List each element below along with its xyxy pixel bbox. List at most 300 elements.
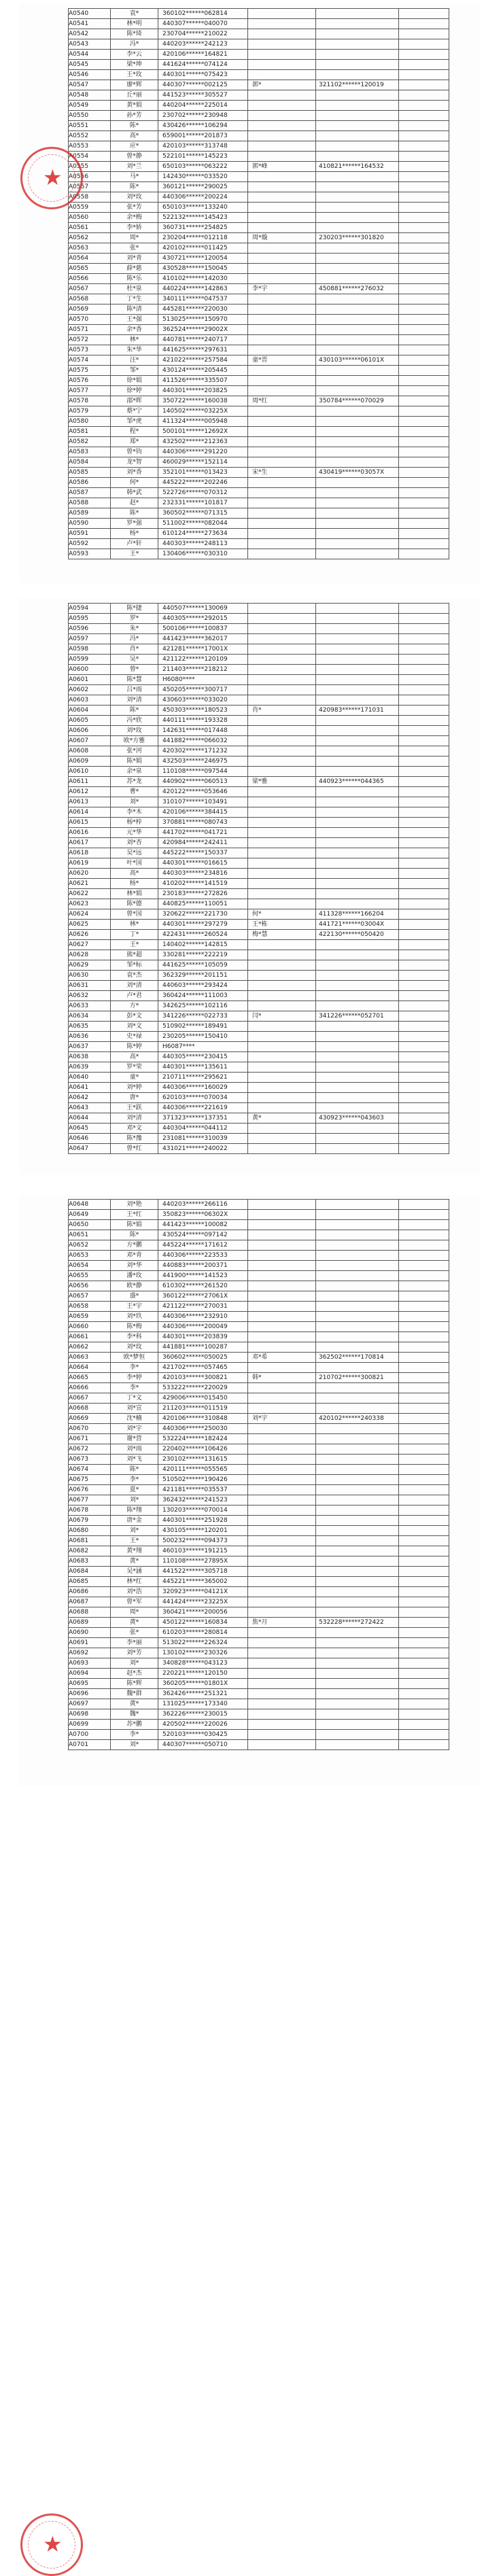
applicant-id-cell: 110108******27895X (158, 1556, 248, 1566)
record-code-cell: A0548 (69, 90, 111, 100)
blank-cell (399, 899, 449, 909)
applicant-id-cell: 352101******013423 (158, 468, 248, 477)
table-row (69, 1210, 449, 1220)
co-applicant-id-cell (316, 644, 399, 654)
co-applicant-id-cell (316, 879, 399, 888)
applicant-id-cell: 220402******106426 (158, 1444, 248, 1454)
blank-cell (399, 706, 449, 715)
applicant-name-cell: 刘*香 (111, 468, 158, 477)
co-applicant-name-cell (248, 1526, 316, 1535)
applicant-name-cell: 曾*钧 (111, 447, 158, 457)
record-code-cell: A0554 (69, 152, 111, 161)
blank-cell (399, 498, 449, 508)
record-code-cell: A0670 (69, 1424, 111, 1433)
blank-cell (399, 981, 449, 990)
co-applicant-name-cell (248, 899, 316, 909)
co-applicant-name-cell (248, 447, 316, 457)
table-row (69, 1404, 449, 1414)
co-applicant-id-cell (316, 1103, 399, 1113)
document-sheet-1 (19, 4, 480, 583)
record-code-cell: A0667 (69, 1393, 111, 1403)
applicant-name-cell: 袁* (111, 9, 158, 18)
co-applicant-id-cell (316, 437, 399, 447)
applicant-id-cell: 421022******257584 (158, 355, 248, 365)
co-applicant-name-cell (248, 427, 316, 436)
applicant-id-cell: 445221******365002 (158, 1577, 248, 1586)
table-row (69, 756, 449, 767)
co-applicant-id-cell (316, 29, 399, 39)
co-applicant-id-cell (316, 1291, 399, 1301)
record-code-cell: A0587 (69, 488, 111, 498)
applicant-id-cell: 440507******130069 (158, 604, 248, 613)
table-row (69, 549, 449, 559)
table-row (69, 284, 449, 294)
table-row (69, 1424, 449, 1434)
record-code-cell: A0657 (69, 1291, 111, 1301)
table-row (69, 1103, 449, 1113)
table-row (69, 498, 449, 508)
applicant-name-cell: 刘* (111, 1740, 158, 1750)
blank-cell (399, 488, 449, 498)
co-applicant-id-cell (316, 457, 399, 467)
record-code-cell: A0573 (69, 345, 111, 355)
co-applicant-name-cell: 肖* (248, 706, 316, 715)
table-row (69, 848, 449, 858)
co-applicant-name-cell (248, 1302, 316, 1311)
record-code-cell: A0633 (69, 1001, 111, 1011)
blank-cell (399, 1113, 449, 1123)
blank-cell (399, 304, 449, 314)
table-row (69, 1291, 449, 1302)
blank-cell (399, 1465, 449, 1474)
blank-cell (399, 366, 449, 375)
co-applicant-name-cell (248, 695, 316, 705)
blank-cell (399, 406, 449, 416)
record-code-cell: A0671 (69, 1434, 111, 1444)
applicant-name-cell: 陈* (111, 1230, 158, 1240)
co-applicant-name-cell (248, 756, 316, 766)
table-row (69, 1648, 449, 1658)
applicant-name-cell: 苏*龙 (111, 777, 158, 786)
record-code-cell: A0611 (69, 777, 111, 786)
record-code-cell: A0686 (69, 1587, 111, 1597)
applicant-id-cell: 610203******280814 (158, 1628, 248, 1637)
table-row (69, 960, 449, 971)
co-applicant-name-cell (248, 70, 316, 80)
applicant-id-cell: 441881******100287 (158, 1342, 248, 1352)
applicant-id-cell: 230183******272826 (158, 889, 248, 899)
applicant-id-cell: 140502******03225X (158, 406, 248, 416)
co-applicant-name-cell (248, 1271, 316, 1281)
blank-cell (399, 1281, 449, 1291)
record-code-cell: A0701 (69, 1740, 111, 1750)
co-applicant-id-cell (316, 1073, 399, 1082)
blank-cell (399, 1240, 449, 1250)
blank-cell (399, 1607, 449, 1617)
record-code-cell: A0662 (69, 1342, 111, 1352)
record-code-cell: A0562 (69, 233, 111, 243)
record-code-cell: A0628 (69, 950, 111, 960)
record-code-cell: A0552 (69, 131, 111, 141)
co-applicant-name-cell (248, 1332, 316, 1342)
record-code-cell: A0556 (69, 172, 111, 181)
table-row (69, 1455, 449, 1465)
co-applicant-id-cell (316, 1567, 399, 1576)
co-applicant-name-cell (248, 1032, 316, 1041)
co-applicant-name-cell (248, 818, 316, 827)
co-applicant-id-cell (316, 1144, 399, 1153)
applicant-name-cell: 陈* (111, 508, 158, 518)
co-applicant-name-cell (248, 1022, 316, 1031)
co-applicant-name-cell (248, 1455, 316, 1464)
record-code-cell: A0698 (69, 1709, 111, 1719)
co-applicant-id-cell (316, 386, 399, 396)
co-applicant-name-cell (248, 950, 316, 960)
table-row (69, 685, 449, 695)
co-applicant-id-cell (316, 70, 399, 80)
co-applicant-id-cell (316, 685, 399, 695)
blank-cell (399, 355, 449, 365)
applicant-id-cell: 441522******305718 (158, 1567, 248, 1576)
applicant-id-cell: 131025******173340 (158, 1699, 248, 1709)
applicant-id-cell: 360102******062814 (158, 9, 248, 18)
applicant-name-cell: 刘* (111, 1495, 158, 1505)
blank-cell (399, 991, 449, 1000)
blank-cell (399, 417, 449, 426)
blank-cell (399, 519, 449, 528)
blank-cell (399, 539, 449, 549)
co-applicant-id-cell (316, 1032, 399, 1041)
applicant-name-cell: 刘*文 (111, 1022, 158, 1031)
table-row (69, 192, 449, 203)
co-applicant-id-cell (316, 1444, 399, 1454)
co-applicant-name-cell (248, 1083, 316, 1092)
co-applicant-id-cell (316, 1516, 399, 1525)
applicant-id-cell: 440825******110051 (158, 899, 248, 909)
record-code-cell: A0635 (69, 1022, 111, 1031)
co-applicant-id-cell (316, 1210, 399, 1219)
table-row (69, 706, 449, 716)
applicant-name-cell: 陈*翔 (111, 1505, 158, 1515)
blank-cell (399, 1353, 449, 1362)
blank-cell (399, 1475, 449, 1484)
applicant-name-cell: 陈*辉 (111, 1679, 158, 1688)
co-applicant-id-cell (316, 991, 399, 1000)
co-applicant-id-cell (316, 858, 399, 868)
applicant-id-cell: 510902******189491 (158, 1022, 248, 1031)
co-applicant-id-cell (316, 1607, 399, 1617)
blank-cell (399, 50, 449, 59)
record-code-cell: A0569 (69, 304, 111, 314)
co-applicant-name-cell (248, 141, 316, 151)
applicant-id-cell: 500101******12692X (158, 427, 248, 436)
co-applicant-id-cell (316, 756, 399, 766)
applicant-id-cell: 441625******297631 (158, 345, 248, 355)
applicant-name-cell: 应* (111, 141, 158, 151)
record-code-cell: A0564 (69, 254, 111, 263)
record-code-cell: A0566 (69, 274, 111, 283)
blank-cell (399, 162, 449, 171)
applicant-id-cell: 410202******141519 (158, 879, 248, 888)
applicant-name-cell: 李*丽 (111, 1638, 158, 1648)
blank-cell (399, 274, 449, 283)
applicant-id-cell: H6087**** (158, 1042, 248, 1051)
record-code-cell: A0626 (69, 930, 111, 939)
record-code-cell: A0645 (69, 1124, 111, 1133)
record-code-cell: A0590 (69, 519, 111, 528)
table-row (69, 818, 449, 828)
table-row (69, 70, 449, 80)
co-applicant-id-cell (316, 1383, 399, 1393)
record-table-2 (68, 603, 449, 1154)
applicant-name-cell: 罗*荣 (111, 1062, 158, 1072)
table-row (69, 1052, 449, 1062)
co-applicant-id-cell (316, 940, 399, 950)
applicant-name-cell: 邓*文 (111, 1124, 158, 1133)
applicant-id-cell: 340828******043123 (158, 1658, 248, 1668)
applicant-name-cell: 高* (111, 131, 158, 141)
co-applicant-id-cell (316, 1638, 399, 1648)
record-code-cell: A0692 (69, 1648, 111, 1658)
table-row (69, 1414, 449, 1424)
applicant-name-cell: 魏* (111, 1709, 158, 1719)
table-row (69, 614, 449, 624)
applicant-name-cell: 李*木 (111, 807, 158, 817)
table-row (69, 624, 449, 634)
applicant-id-cell: 370881******080743 (158, 818, 248, 827)
blank-cell (399, 1546, 449, 1556)
co-applicant-name-cell (248, 1699, 316, 1709)
applicant-id-cell: 420103******300821 (158, 1373, 248, 1382)
blank-cell (399, 131, 449, 141)
blank-cell (399, 1393, 449, 1403)
co-applicant-name-cell (248, 1434, 316, 1444)
applicant-name-cell: 李* (111, 1475, 158, 1484)
applicant-id-cell: 362426******251321 (158, 1689, 248, 1699)
table-row (69, 777, 449, 787)
applicant-id-cell: 342625******102116 (158, 1001, 248, 1011)
co-applicant-id-cell (316, 787, 399, 797)
table-row (69, 1679, 449, 1689)
table-row (69, 19, 449, 29)
record-code-cell: A0664 (69, 1363, 111, 1372)
record-code-cell: A0567 (69, 284, 111, 294)
blank-cell (399, 726, 449, 735)
applicant-id-cell: 440306******291220 (158, 447, 248, 457)
co-applicant-name-cell (248, 376, 316, 385)
record-code-cell: A0693 (69, 1658, 111, 1668)
co-applicant-id-cell (316, 121, 399, 130)
co-applicant-name-cell (248, 1230, 316, 1240)
co-applicant-id-cell (316, 417, 399, 426)
record-code-cell: A0648 (69, 1200, 111, 1209)
record-code-cell: A0673 (69, 1455, 111, 1464)
table-row (69, 172, 449, 182)
applicant-name-cell: 刘*玫 (111, 192, 158, 202)
applicant-id-cell: 445222******202246 (158, 478, 248, 487)
applicant-name-cell: 丁*文 (111, 1393, 158, 1403)
co-applicant-id-cell (316, 1720, 399, 1729)
applicant-id-cell: 440301******203825 (158, 386, 248, 396)
applicant-id-cell: 230702******230948 (158, 111, 248, 120)
applicant-name-cell: 邹* (111, 366, 158, 375)
applicant-id-cell: 440781******240717 (158, 335, 248, 345)
applicant-name-cell: 朱*华 (111, 345, 158, 355)
record-code-cell: A0641 (69, 1083, 111, 1092)
applicant-id-cell: 341226******022733 (158, 1011, 248, 1021)
record-code-cell: A0620 (69, 869, 111, 878)
blank-cell (399, 644, 449, 654)
blank-cell (399, 468, 449, 477)
applicant-id-cell: 440306******223533 (158, 1251, 248, 1260)
co-applicant-id-cell (316, 529, 399, 538)
blank-cell (399, 1648, 449, 1658)
applicant-name-cell: 杜*泉 (111, 284, 158, 294)
blank-cell (399, 19, 449, 29)
co-applicant-name-cell (248, 1485, 316, 1495)
table-row (69, 508, 449, 519)
record-code-cell: A0543 (69, 39, 111, 49)
applicant-id-cell: 421702******057465 (158, 1363, 248, 1372)
applicant-id-cell: 350722******160038 (158, 396, 248, 406)
applicant-name-cell: 刘*宣 (111, 1404, 158, 1413)
applicant-id-cell: 441882******066032 (158, 736, 248, 746)
co-applicant-id-cell (316, 1393, 399, 1403)
co-applicant-name-cell (248, 345, 316, 355)
co-applicant-id-cell (316, 828, 399, 837)
record-code-cell: A0654 (69, 1261, 111, 1270)
co-applicant-name-cell (248, 1679, 316, 1688)
record-code-cell: A0690 (69, 1628, 111, 1637)
table-row (69, 355, 449, 366)
table-row (69, 838, 449, 848)
blank-cell (399, 634, 449, 644)
co-applicant-name-cell (248, 1001, 316, 1011)
blank-cell (399, 797, 449, 807)
table-row (69, 254, 449, 264)
co-applicant-id-cell: 532228******272422 (316, 1618, 399, 1627)
co-applicant-name-cell (248, 182, 316, 192)
applicant-name-cell: 罗*强 (111, 519, 158, 528)
co-applicant-name-cell: 王*栋 (248, 920, 316, 929)
record-code-cell: A0675 (69, 1475, 111, 1484)
blank-cell (399, 121, 449, 130)
applicant-name-cell: 曾*国 (111, 909, 158, 919)
applicant-name-cell: 黄* (111, 1556, 158, 1566)
co-applicant-name-cell (248, 767, 316, 776)
table-row (69, 1230, 449, 1240)
record-code-cell: A0678 (69, 1505, 111, 1515)
applicant-id-cell: 500106******100837 (158, 624, 248, 633)
co-applicant-name-cell (248, 1567, 316, 1576)
applicant-name-cell: 蔡*宁 (111, 406, 158, 416)
blank-cell (399, 1200, 449, 1209)
co-applicant-name-cell (248, 90, 316, 100)
table-row (69, 1322, 449, 1332)
table-row (69, 1495, 449, 1505)
co-applicant-name-cell (248, 1124, 316, 1133)
blank-cell (399, 1032, 449, 1041)
co-applicant-id-cell (316, 9, 399, 18)
blank-cell (399, 60, 449, 69)
co-applicant-name-cell (248, 131, 316, 141)
applicant-id-cell: 362524******29002X (158, 325, 248, 334)
applicant-name-cell: 刘*兰 (111, 162, 158, 171)
blank-cell (399, 1587, 449, 1597)
record-code-cell: A0627 (69, 940, 111, 950)
applicant-name-cell: 林*娟 (111, 889, 158, 899)
table-row (69, 1240, 449, 1251)
record-code-cell: A0649 (69, 1210, 111, 1219)
applicant-id-cell: 411324******005948 (158, 417, 248, 426)
table-row (69, 121, 449, 131)
blank-cell (399, 29, 449, 39)
blank-cell (399, 614, 449, 623)
applicant-id-cell: 360424******111003 (158, 991, 248, 1000)
co-applicant-id-cell: 450881******276032 (316, 284, 399, 294)
blank-cell (399, 1516, 449, 1525)
applicant-name-cell: 肖* (111, 644, 158, 654)
co-applicant-id-cell (316, 549, 399, 559)
record-code-cell: A0561 (69, 223, 111, 232)
record-code-cell: A0631 (69, 981, 111, 990)
blank-cell (399, 396, 449, 406)
table-row (69, 1363, 449, 1373)
applicant-name-cell: 方*鹏 (111, 1240, 158, 1250)
applicant-id-cell: 440902******060513 (158, 777, 248, 786)
co-applicant-name-cell (248, 1322, 316, 1331)
table-row (69, 1628, 449, 1638)
applicant-id-cell: 450303******180523 (158, 706, 248, 715)
co-applicant-id-cell (316, 746, 399, 756)
applicant-name-cell: 吴*远 (111, 848, 158, 858)
co-applicant-id-cell (316, 274, 399, 283)
table-row (69, 1281, 449, 1291)
co-applicant-id-cell (316, 665, 399, 674)
applicant-name-cell: 周* (111, 233, 158, 243)
record-code-cell: A0577 (69, 386, 111, 396)
co-applicant-name-cell: 梅*慧 (248, 930, 316, 939)
applicant-name-cell: 王* (111, 1536, 158, 1546)
blank-cell (399, 508, 449, 518)
applicant-id-cell: 440305******230415 (158, 1052, 248, 1062)
table-row (69, 1669, 449, 1679)
co-applicant-name-cell: 闫* (248, 1011, 316, 1021)
co-applicant-id-cell (316, 1526, 399, 1535)
record-code-cell: A0606 (69, 726, 111, 735)
blank-cell (399, 1597, 449, 1607)
blank-cell (399, 254, 449, 263)
table-row (69, 695, 449, 706)
blank-cell (399, 1373, 449, 1382)
applicant-name-cell: 汪* (111, 355, 158, 365)
blank-cell (399, 909, 449, 919)
record-code-cell: A0598 (69, 644, 111, 654)
record-code-cell: A0580 (69, 417, 111, 426)
table-row (69, 243, 449, 254)
star-icon: ★ (43, 2531, 63, 2557)
co-applicant-name-cell (248, 858, 316, 868)
applicant-name-cell: 张* (111, 243, 158, 253)
table-row (69, 1093, 449, 1103)
applicant-name-cell: 曾*静 (111, 152, 158, 161)
co-applicant-id-cell (316, 695, 399, 705)
applicant-name-cell: 苏*鹏 (111, 1720, 158, 1729)
blank-cell (399, 1271, 449, 1281)
co-applicant-id-cell (316, 152, 399, 161)
applicant-name-cell: 徐*婷 (111, 386, 158, 396)
co-applicant-id-cell: 410821******164532 (316, 162, 399, 171)
